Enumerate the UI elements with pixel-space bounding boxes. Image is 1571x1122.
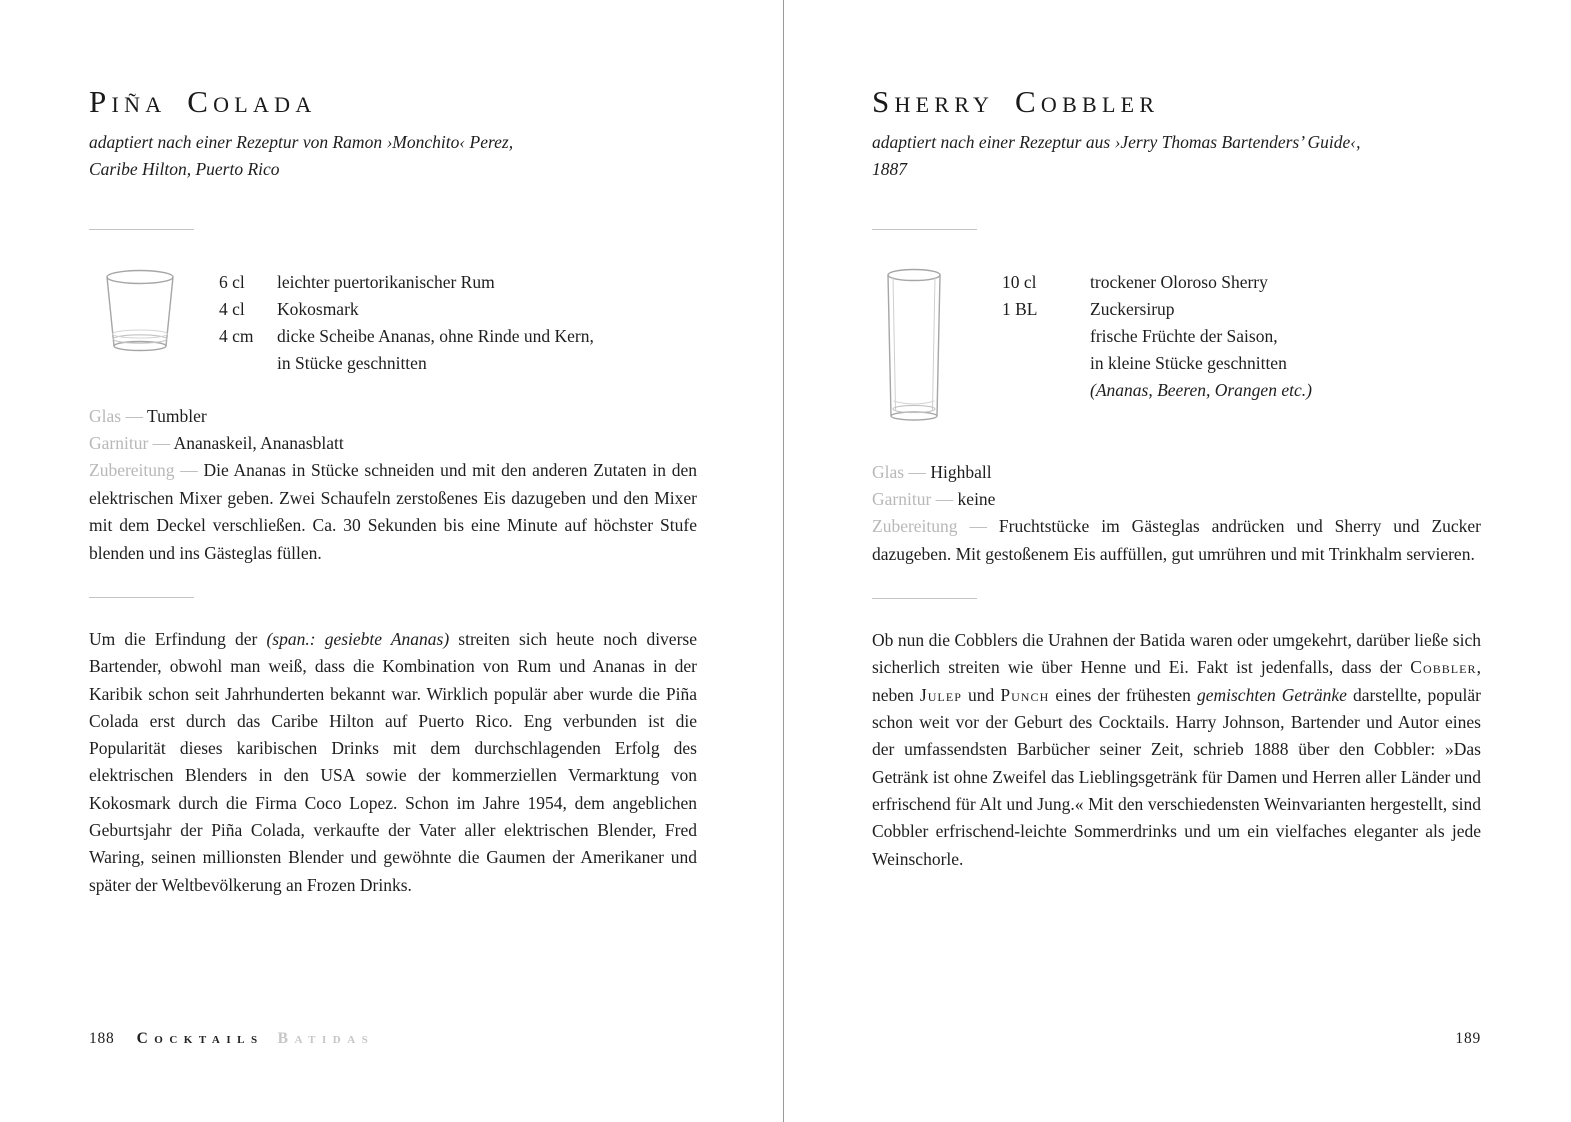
body-segment: und [961, 684, 1001, 705]
glass-value: Tumbler [147, 405, 207, 426]
highball-glass-icon [880, 267, 948, 429]
page-number: 189 [1455, 1030, 1481, 1047]
recipe-subtitle [872, 129, 1481, 183]
recipe-block [872, 267, 1481, 429]
page-left-pina-colada [0, 0, 783, 1122]
ingredient-row [1002, 377, 1481, 404]
ingredient-text: leichter puertorikanischer Rum [277, 271, 495, 292]
recipe-title-pina-colada: Piña Colada [89, 84, 317, 119]
body-segment: Ob nun die Cobblers die Urahnen der Batida waren oder umgekehrt, darüber ließe sich sicherlich streiten wie über Henne und Ei. Fakt ist jedenfalls, dass der [872, 630, 1481, 678]
recipe-subtitle [89, 129, 697, 183]
ingredient-qty [1002, 377, 1090, 404]
ingredient-row [219, 350, 697, 377]
history-paragraph [872, 627, 1481, 873]
subtitle-line-2: 1887 [872, 158, 907, 179]
subtitle-line-1: adaptiert nach einer Rezeptur aus ›Jerry Thomas Bartenders’ Guide‹, [872, 131, 1361, 152]
body-segment-italic: (span.: gesiebte Ananas) [266, 628, 450, 649]
page-footer-left [89, 1030, 693, 1048]
garnish-value: keine [957, 488, 996, 509]
glass-value: Highball [930, 461, 992, 482]
preparation-text: Die Ananas in Stücke schneiden und mit den anderen Zutaten in den elektrischen Mixer geben. Zwei Schaufeln zerstoßenes Eis dazugeben und den Mixer mit dem Deckel verschließen. Ca. 30 Sekunden bis eine Minute auf höchster Stufe blenden und ins Gästeglas füllen. [89, 460, 698, 563]
page-right-sherry-cobbler [783, 0, 1571, 1122]
section-rule [872, 598, 977, 599]
body-segment: eines der frühesten [1049, 684, 1197, 705]
ingredient-text: (Ananas, Beeren, Orangen etc.) [1090, 379, 1312, 400]
ingredient-qty: 4 cm [219, 325, 254, 346]
recipe-block [89, 267, 697, 377]
ingredients-list [1002, 267, 1481, 404]
ingredient-qty: 6 cl [219, 271, 245, 292]
ingredient-row [219, 323, 697, 350]
ingredient-text: in kleine Stücke geschnitten [1090, 352, 1287, 373]
preparation-label: Zubereitung — [872, 516, 987, 537]
glass-illustration-column [89, 267, 219, 355]
footer-section-title: Batidas [277, 1030, 375, 1047]
ingredient-qty [1002, 323, 1090, 350]
garnish-value: Ananaskeil, Ananasblatt [173, 432, 344, 453]
ingredient-text: in Stücke geschnitten [277, 352, 427, 373]
recipe-meta [872, 459, 1481, 569]
ingredient-row [1002, 269, 1481, 296]
body-segment: Um die Erfindung der [89, 628, 267, 649]
garnish-spec [872, 486, 1481, 513]
body-segment-smallcaps: Cobbler [1410, 657, 1477, 678]
body-segment-smallcaps: Punch [1000, 684, 1050, 705]
section-rule [89, 229, 194, 230]
body-segment: streiten sich heute noch diverse Bartender, obwohl man weiß, dass die Kombination von Rum und Ananas in der Karibik schon seit Jahrhunderten bekannt war. Wirklich populär aber wurde die Piña Colada erst durch das Caribe Hilton auf Puerto Rico. Eng verbunden ist die Popularität dieses karibischen Drinks mit dem durchschlagenden Erfolg des elektrischen Blenders in den USA sowie der kommerziellen Vermarktung von Kokosmark durch die Firma Coco Lopez. Schon im Jahre 1954, dem angeblichen Geburtsjahr der Piña Colada, verkaufte der Vater aller elektrischen Blender, Fred Waring, seinen millionsten Blender und gewöhnte die Gaumen der Amerikaner und später der Weltbevölkerung an Frozen Drinks. [89, 628, 697, 895]
body-segment: darstellte, populär schon weit vor der Geburt des Cocktails. Harry Johnson, Bartender und Autor eines der umfassendsten Barbücher seiner Zeit, schrieb 1888 über den Cobbler: »Das Getränk ist ohne Zweifel das Lieblingsgetränk für Damen und Herren aller Länder und erfrischend für Alt und Jung.« Mit den verschiedensten Weinvarianten hergestellt, sind Cobbler erfrischend-leichte Sommerdrinks und um ein vielfaches eleganter als jede Weinschorle. [872, 684, 1481, 869]
ingredient-text: frische Früchte der Saison, [1090, 325, 1278, 346]
ingredient-qty: 10 cl [1002, 271, 1037, 292]
preparation [872, 513, 1481, 568]
preparation-text: Fruchtstücke im Gästeglas andrücken und Sherry und Zucker dazugeben. Mit gestoßenem Eis auffüllen, gut umrühren und mit Trinkhalm servieren. [872, 516, 1482, 564]
section-rule [89, 597, 194, 598]
history-paragraph [89, 626, 697, 899]
glass-illustration-column [872, 267, 1002, 429]
ingredient-qty: 4 cl [219, 298, 245, 319]
footer-chapter-title: Cocktails [136, 1030, 264, 1047]
glass-spec [89, 403, 697, 430]
ingredient-qty [1002, 350, 1090, 377]
body-segment-smallcaps: Julep [919, 684, 962, 705]
recipe-meta [89, 403, 697, 567]
body-segment: , neben [872, 657, 1481, 705]
ingredient-row [1002, 323, 1481, 350]
recipe-title-sherry-cobbler: Sherry Cobbler [872, 84, 1160, 119]
preparation [89, 457, 697, 567]
subtitle-line-1: adaptiert nach einer Rezeptur von Ramon ›Monchito‹ Perez, [89, 131, 514, 152]
page-gutter-divider [783, 0, 784, 1122]
page-footer-right [872, 1030, 1481, 1048]
garnish-label: Garnitur — [872, 488, 954, 509]
ingredient-text: Kokosmark [277, 298, 359, 319]
ingredient-text: dicke Scheibe Ananas, ohne Rinde und Kern, [277, 325, 594, 346]
ingredient-text: trockener Oloroso Sherry [1090, 271, 1268, 292]
glass-label: Glas — [89, 405, 143, 426]
glass-label: Glas — [872, 461, 926, 482]
ingredient-row [219, 269, 697, 296]
ingredient-text: Zuckersirup [1090, 298, 1175, 319]
section-rule [872, 229, 977, 230]
body-segment-italic: gemischten Getränke [1196, 684, 1347, 705]
garnish-spec [89, 430, 697, 457]
ingredients-list [219, 267, 697, 377]
garnish-label: Garnitur — [89, 432, 171, 453]
glass-spec [872, 459, 1481, 486]
page-number: 188 [89, 1030, 115, 1047]
ingredient-row [1002, 296, 1481, 323]
preparation-label: Zubereitung — [89, 460, 198, 481]
ingredient-row [1002, 350, 1481, 377]
ingredient-qty: 1 BL [1002, 298, 1038, 319]
ingredient-row [219, 296, 697, 323]
tumbler-glass-icon [97, 267, 183, 355]
subtitle-line-2: Caribe Hilton, Puerto Rico [89, 158, 280, 179]
ingredient-qty [219, 350, 277, 377]
